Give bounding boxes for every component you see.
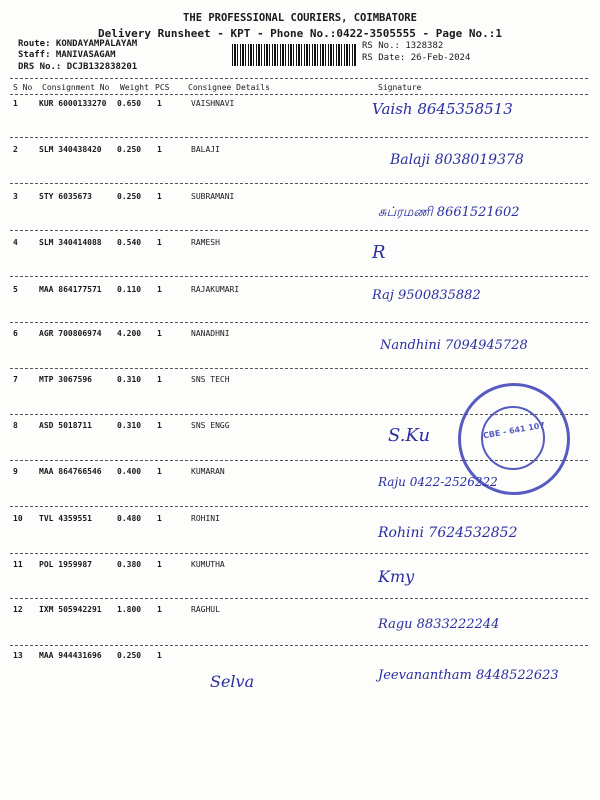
- row-sno: 2: [13, 145, 18, 154]
- handwritten-signature: Ragu 8833222244: [378, 617, 500, 632]
- row-sno: 13: [13, 651, 23, 660]
- drs-label: DRS No.: DCJB132838201: [18, 62, 138, 72]
- divider: [10, 94, 588, 95]
- row-sno: 6: [13, 329, 18, 338]
- row-weight: 0.400: [117, 467, 142, 476]
- col-consignment: Consignment No: [42, 83, 110, 92]
- row-divider: [10, 230, 588, 231]
- table-row: [0, 192, 600, 206]
- row-pcs: 1: [157, 514, 162, 523]
- row-consignment: KUR 6000133270: [39, 99, 107, 108]
- handwritten-signature: Jeevanantham 8448522623: [378, 668, 559, 683]
- stamp-code: CBE - 641 107: [482, 420, 546, 441]
- row-weight: 0.480: [117, 514, 142, 523]
- row-consignee: SNS TECH: [191, 375, 230, 384]
- handwritten-signature: Raj 9500835882: [372, 288, 481, 303]
- table-row: [0, 238, 600, 252]
- row-weight: 0.110: [117, 285, 142, 294]
- row-consignee: RAJAKUMARI: [191, 285, 240, 294]
- row-sno: 5: [13, 285, 18, 294]
- row-consignee: BALAJI: [191, 145, 220, 154]
- row-consignment: IXM 505942291: [39, 605, 102, 614]
- row-consignee: KUMARAN: [191, 467, 225, 476]
- row-pcs: 1: [157, 192, 162, 201]
- table-row: [0, 651, 600, 665]
- col-signature: Signature: [378, 83, 422, 92]
- row-consignment: MAA 944431696: [39, 651, 102, 660]
- runsheet-subtitle: Delivery Runsheet - KPT - Phone No.:0422-3505555 - Page No.:1: [98, 27, 502, 40]
- handwritten-signature: Kmy: [378, 567, 415, 586]
- row-sno: 4: [13, 238, 18, 247]
- handwritten-signature: Raju 0422-2526222: [378, 475, 498, 489]
- row-consignee: NANADHNI: [191, 329, 230, 338]
- handwritten-signature: Balaji 8038019378: [390, 152, 524, 168]
- row-sno: 1: [13, 99, 18, 108]
- row-consignment: AGR 700806974: [39, 329, 102, 338]
- row-divider: [10, 137, 588, 138]
- col-sno: S No: [13, 83, 33, 92]
- row-consignment: POL 1959987: [39, 560, 92, 569]
- row-divider: [10, 276, 588, 277]
- row-pcs: 1: [157, 421, 162, 430]
- handwritten-signature: Vaish 8645358513: [372, 100, 513, 118]
- row-sno: 7: [13, 375, 18, 384]
- row-consignment: MTP 3067596: [39, 375, 92, 384]
- company-title: THE PROFESSIONAL COURIERS, COIMBATORE: [183, 12, 417, 24]
- row-weight: 0.250: [117, 192, 142, 201]
- table-row: [0, 560, 600, 574]
- row-divider: [10, 368, 588, 369]
- row-consignment: ASD 5018711: [39, 421, 92, 430]
- row-consignment: STY 6035673: [39, 192, 92, 201]
- row-weight: 1.800: [117, 605, 142, 614]
- divider: [10, 78, 588, 79]
- handwritten-signature: சுப்ரமணி 8661521602: [378, 205, 520, 220]
- table-row: [0, 285, 600, 299]
- row-sno: 12: [13, 605, 23, 614]
- handwritten-signature: Nandhini 7094945728: [380, 338, 528, 353]
- row-divider: [10, 506, 588, 507]
- handwritten-signature: Rohini 7624532852: [378, 525, 518, 541]
- row-sno: 10: [13, 514, 23, 523]
- row-divider: [10, 553, 588, 554]
- row-pcs: 1: [157, 285, 162, 294]
- row-pcs: 1: [157, 605, 162, 614]
- row-consignee: RAMESH: [191, 238, 220, 247]
- row-consignee: SUBRAMANI: [191, 192, 235, 201]
- row-divider: [10, 183, 588, 184]
- row-pcs: 1: [157, 467, 162, 476]
- row-pcs: 1: [157, 145, 162, 154]
- row-weight: 0.650: [117, 99, 142, 108]
- row-sno: 3: [13, 192, 18, 201]
- row-consignment: TVL 4359551: [39, 514, 92, 523]
- row-weight: 0.310: [117, 421, 142, 430]
- row-divider: [10, 598, 588, 599]
- row-pcs: 1: [157, 651, 162, 660]
- row-divider: [10, 645, 588, 646]
- row-pcs: 1: [157, 375, 162, 384]
- row-consignment: MAA 864177571: [39, 285, 102, 294]
- staff-label: Staff: MANIVASAGAM: [18, 50, 116, 60]
- row-consignment: SLM 340414088: [39, 238, 102, 247]
- row-weight: 4.200: [117, 329, 142, 338]
- row-weight: 0.380: [117, 560, 142, 569]
- row-weight: 0.250: [117, 651, 142, 660]
- row-consignment: SLM 340438420: [39, 145, 102, 154]
- row-sno: 9: [13, 467, 18, 476]
- row-weight: 0.540: [117, 238, 142, 247]
- row-weight: 0.250: [117, 145, 142, 154]
- row-consignee: KUMUTHA: [191, 560, 225, 569]
- row-consignment: MAA 864766546: [39, 467, 102, 476]
- rs-date: RS Date: 26-Feb-2024: [362, 53, 471, 63]
- row13-handwritten-note: Selva: [210, 672, 255, 691]
- row-pcs: 1: [157, 560, 162, 569]
- handwritten-signature: R: [372, 242, 386, 263]
- col-pcs: PCS: [155, 83, 170, 92]
- barcode: [232, 44, 357, 66]
- handwritten-signature: S.Ku: [388, 425, 431, 446]
- college-stamp: [458, 383, 570, 495]
- row-weight: 0.310: [117, 375, 142, 384]
- row-consignee: VAISHNAVI: [191, 99, 235, 108]
- row-pcs: 1: [157, 99, 162, 108]
- row-sno: 8: [13, 421, 18, 430]
- row-consignee: ROHINI: [191, 514, 220, 523]
- row-pcs: 1: [157, 238, 162, 247]
- col-weight: Weight: [120, 83, 149, 92]
- row-consignee: SNS ENGG: [191, 421, 230, 430]
- row-consignee: RAGHUL: [191, 605, 220, 614]
- route-label: Route: KONDAYAMPALAYAM: [18, 39, 138, 49]
- row-pcs: 1: [157, 329, 162, 338]
- rs-number: RS No.: 1328382: [362, 41, 444, 51]
- col-consignee: Consignee Details: [188, 83, 270, 92]
- row-divider: [10, 322, 588, 323]
- row-sno: 11: [13, 560, 23, 569]
- table-row: [0, 605, 600, 619]
